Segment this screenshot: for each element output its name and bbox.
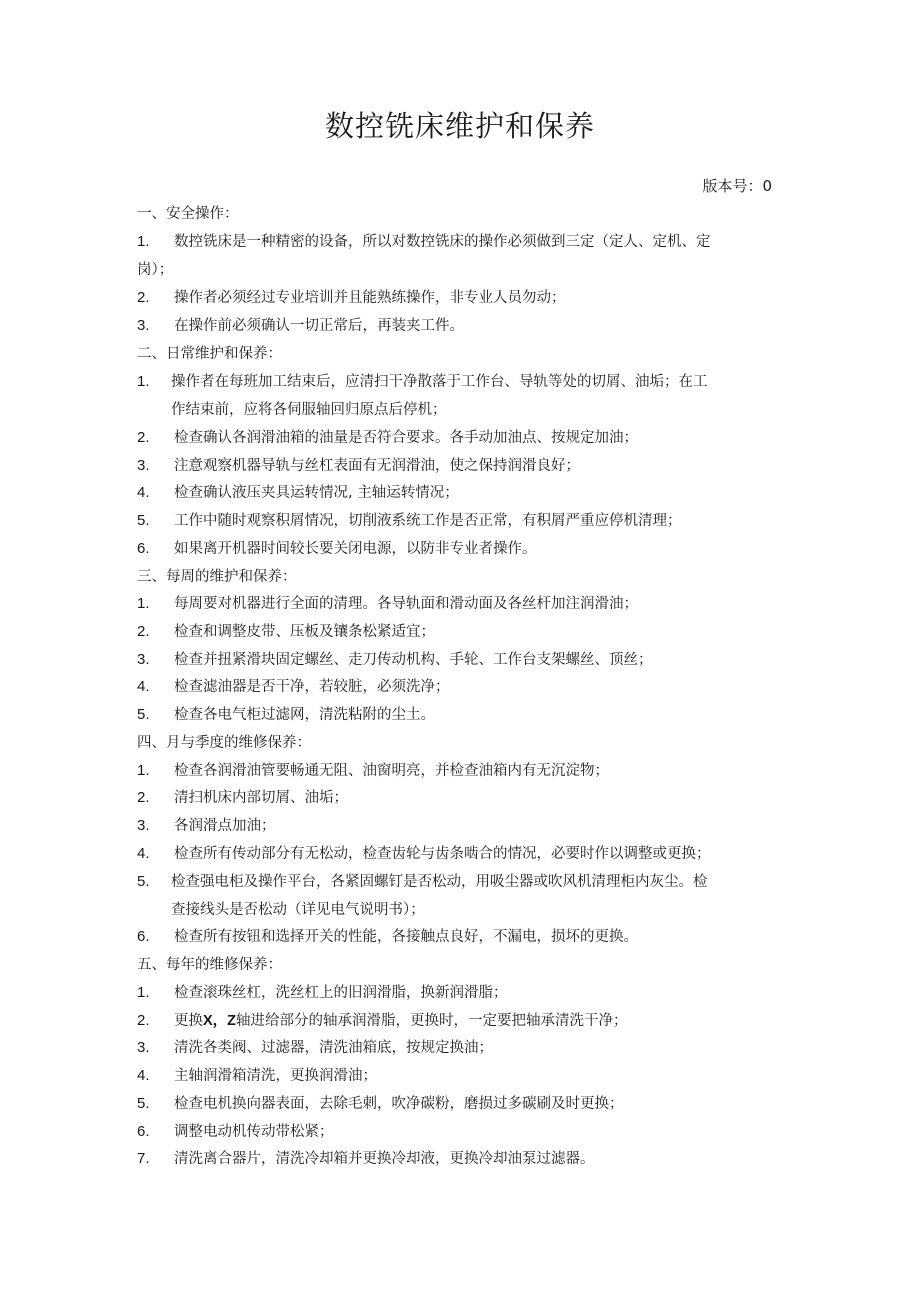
section-heading: 一、安全操作： — [137, 206, 239, 222]
item-text: 在操作前必须确认一切正常后，再装夹工件。 — [174, 318, 464, 334]
item-number: 1. — [137, 373, 150, 390]
item-text: 操作者必须经过专业培训并且能熟练操作，非专业人员勿动； — [174, 290, 566, 306]
item-number: 2. — [137, 429, 150, 446]
item-text: 检查滤油器是否干净，若较脏，必须洗净； — [174, 679, 450, 695]
item-text: 每周要对机器进行全面的清理。各导轨面和滑动面及各丝杆加注润滑油； — [174, 596, 638, 612]
item-number: 1. — [137, 762, 150, 779]
axis-labels: X，Z — [203, 1013, 237, 1029]
section-heading: 二、日常维护和保养： — [137, 346, 282, 362]
section-heading: 五、每年的维修保养： — [137, 957, 282, 973]
item-text: 检查所有传动部分有无松动，检查齿轮与齿条啮合的情况，必要时作以调整或更换； — [174, 846, 711, 862]
item-text: 数控铣床是一种精密的设备，所以对数控铣床的操作必须做到三定（定人、定机、定 — [174, 234, 711, 250]
item-text-rest: 轴进给部分的轴承润滑脂，更换时，一定要把轴承清洗干净； — [236, 1013, 628, 1029]
item-number: 3. — [137, 651, 150, 668]
item-number: 5. — [137, 706, 150, 723]
item-number: 5. — [137, 512, 150, 529]
item-text: 检查所有按钮和选择开关的性能，各接触点良好，不漏电，损坏的更换。 — [174, 929, 638, 945]
item-text-continued: 岗）； — [137, 262, 174, 278]
item-number: 1. — [137, 595, 150, 612]
item-text: 清洗离合器片，清洗冷却箱并更换冷却液，更换冷却油泵过滤器。 — [174, 1151, 595, 1167]
item-text: 检查和调整皮带、压板及镶条松紧适宜； — [174, 624, 435, 640]
section-heading: 四、月与季度的维修保养： — [137, 735, 311, 751]
item-text: 清洗各类阀、过滤器，清洗油箱底，按规定换油； — [174, 1040, 493, 1056]
item-text: 操作者在每班加工结束后，应清扫干净散落于工作台、导轨等处的切屑、油垢；在工 — [171, 374, 708, 390]
item-text — [174, 1007, 628, 1035]
item-number: 1. — [137, 233, 150, 250]
item-text: 检查滚珠丝杠，洗丝杠上的旧润滑脂，换新润滑脂； — [174, 985, 508, 1001]
item-number: 3. — [137, 457, 150, 474]
item-text: 调整电动机传动带松紧； — [174, 1124, 334, 1140]
item-number: 3. — [137, 1039, 150, 1056]
item-number: 2. — [137, 623, 150, 640]
item-text: 检查强电柜及操作平台，各紧固螺钉是否松动，用吸尘器或吹风机清理柜内灰尘。检 — [171, 874, 708, 890]
item-text-continued: 查接线头是否松动（详见电气说明书）； — [171, 902, 425, 918]
section-heading: 三、每周的维护和保养： — [137, 569, 297, 585]
item-text: 注意观察机器导轨与丝杠表面有无润滑油，使之保持润滑良好； — [174, 458, 580, 474]
version-number: 版本号：0 — [702, 177, 772, 195]
item-number: 5. — [137, 873, 150, 890]
item-text: 清扫机床内部切屑、油垢； — [174, 790, 348, 806]
item-text: 检查电机换向器表面，去除毛刺，吹净碳粉，磨损过多碳刷及时更换； — [174, 1096, 624, 1112]
item-text: 检查确认各润滑油箱的油量是否符合要求。各手动加油点、按规定加油； — [174, 430, 638, 446]
item-text: 如果离开机器时间较长要关闭电源，以防非专业者操作。 — [174, 541, 537, 557]
item-number: 7. — [137, 1150, 150, 1167]
item-text: 主轴润滑箱清洗，更换润滑油； — [174, 1068, 377, 1084]
item-number: 4. — [137, 1067, 150, 1084]
item-number: 3. — [137, 817, 150, 834]
item-text: 检查确认液压夹具运转情况, 主轴运转情况； — [174, 485, 459, 501]
item-text: 检查各润滑油管要畅通无阻、油窗明亮，并检查油箱内有无沉淀物； — [174, 763, 609, 779]
item-text: 各润滑点加油； — [174, 818, 276, 834]
item-number: 4. — [137, 845, 150, 862]
item-number: 4. — [137, 678, 150, 695]
item-number: 2. — [137, 289, 150, 306]
item-number: 4. — [137, 484, 150, 501]
item-text: 工作中随时观察积屑情况，切削液系统工作是否正常，有积屑严重应停机清理； — [174, 513, 682, 529]
item-number: 3. — [137, 317, 150, 334]
item-number: 6. — [137, 540, 150, 557]
item-number: 5. — [137, 1095, 150, 1112]
item-number: 2. — [137, 789, 150, 806]
item-text: 检查并扭紧滑块固定螺丝、走刀传动机构、手轮、工作台支架螺丝、顶丝； — [174, 652, 653, 668]
item-text: 检查各电气柜过滤网，清洗粘附的尘土。 — [174, 707, 435, 723]
item-number: 2. — [137, 1012, 150, 1029]
item-number: 1. — [137, 984, 150, 1001]
item-text-prefix: 更换 — [174, 1013, 203, 1029]
item-number: 6. — [137, 1123, 150, 1140]
item-text-continued: 作结束前，应将各伺服轴回归原点后停机； — [171, 402, 447, 418]
item-number: 6. — [137, 928, 150, 945]
document-title: 数控铣床维护和保养 — [324, 109, 595, 143]
